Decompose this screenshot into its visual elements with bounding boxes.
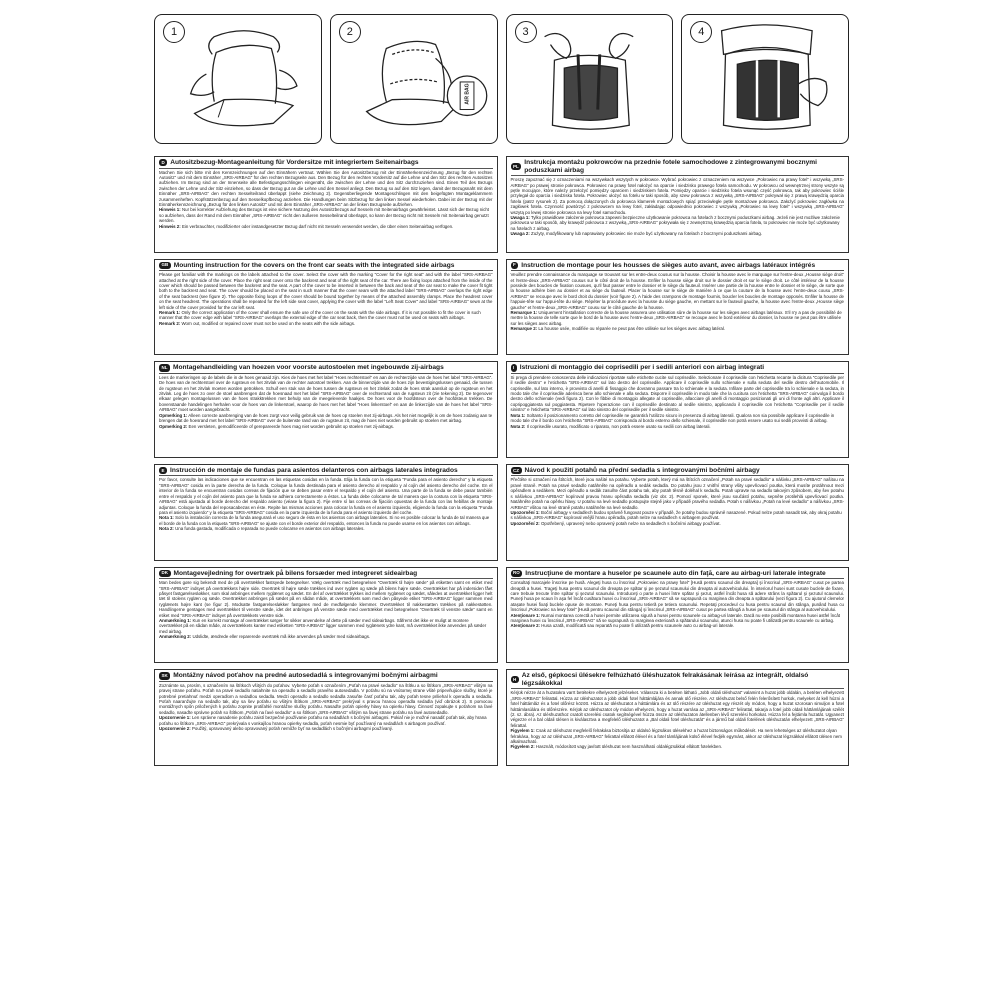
note-text: La housse usée, modifiée ou réparée ne peut pas être utilisée sur les sièges avec airbag latéral. (538, 326, 726, 332)
section-note (511, 424, 845, 429)
section-fr (506, 259, 850, 356)
section-sk (154, 669, 498, 766)
section-body: Por favor, consulte las indicaciones que se encuentran en las etiquetas cosidas en la funda. Elija la funda con la etiqueta “Funda para el asiento derecho” y la etiqueta “SRS-AIRBAG” cosida en la parte derecha de la funda. Coloque la funda destinada para el asiento derecho al respaldo y al cojín del asiento derecho del coche. En el interior de la funda se encuentran cosidas correas de fijación que se deben pasar entre el respaldo y el cojín del asiento. Una parte de la funda se debe pasar también entre el respaldo y el cojín del asiento para que la funda se adhiera correctamente a éstos. La funda debe colocarse de tal manera que la costura con la etiqueta “SRS-AIRBAG” está ajustada al borde derecho del respaldo asiento (véase la figura 2). Fije entre sí las correas de fijación opuestas de la funda con las hebillas de montaje adjuntas. Coloque la funda del reposacabezas en éste. Repite las mismas acciones para colocar la funda en el asiento izquierdo, eligiendo la funda con la etiqueta “Funda para el asiento izquierdo” y la etiqueta “SRS-AIRBAG” cosida en la parte izquierda de la funda para el asiento izquierdo del coche. (159, 477, 493, 515)
note-label: Atenţionare 2: (510, 623, 541, 629)
section-note (159, 413, 493, 424)
section-title: Montážny návod poťahov na predné autosedadlá s integrovanými bočnými airbagmi (173, 672, 438, 680)
section-body: Si prega di prendere conoscenza delle indicazioni riportate sulle etichette cucite sul coprisedile. Selezionare il coprisedile con l'etichetta recante la dicitura “Coprisedile per il sedile destro” e l'etichetta “SRS-AIRBAG” sul lato destro del coprisedile. Applicare il coprisedile sullo schienale e sulla seduta del sedile destro dell'automobile. Il coprisedile, sul lato interno, è provvisto di anelli di fissaggio che dovranno passare tra lo schienale e la seduta. Infilare parte del coprisedile tra lo schienale e la seduta, in modo tale che il coprisedile aderisca bene allo schienale e alla seduta. Disporre il coprisedile in modo tale che la cucitura con l'etichetta “SRS-AIRBAG” coinvolga il bordo destro dello schienale (vedi figura 2). Con le fibbie di montaggio allegate al coprisedile, allacciare gli anelli di montaggio posizionati gli uni di fronte agli altri. Applicare il copripoggiatesta sul poggiatesta. Ripetere l'operazione con il coprisedile destinato al sedile sinistro, applicando il coprisedile con l'etichetta “Coprisedile per il sedile sinistro” e l'etichetta “SRS-AIRBAG” sul lato sinistro del coprisedile per il sedile sinistro. (510, 374, 844, 413)
section-header (511, 262, 845, 272)
language-badge: DK (159, 570, 171, 577)
section-header (159, 262, 493, 272)
section-note (511, 326, 845, 331)
section-header (511, 570, 845, 580)
section-body: Přečtěte si označení na štítcích, které jsou našité na potahu. Vyberte potah, který má na štítcích označení „Potah na pravé sedadlo“ a nášivku „SRS-AIRBAG“ našitou na pravé straně. Potah na pravé sedadlo natáhněte na opěradlo a sedák sedadla. Do potahu jsou z vnitřní strany všity upevňovací poutka, která musíte protáhnout mezi opěradlem a sedákem. Mezi opěradlo a sedák zasuňte část potahu tak, aby potah těsně doléhal k sedadlu. Potah upravte na sedadlo takovým způsobem, aby šev potahu s nášivkou „SRS-AIRBAG“ kopíroval pravou hranu opěradla sedadla (viz obr. 2). Pomocí sponek, které jsou součástí potahu, sepněte protilehlá upevňovací poutka. Natáhněte potah na opěrku hlavy. U potahu na levé sedadlo postupujte stejně jako v případě pravého sedadla. Potah s nášivkou „Potah na levé sedadlo“ a nášivkou „SRS-AIRBAG“ všitou na levé straně potahu natáhněte na levé sedadlo. (510, 477, 844, 510)
section-note (159, 424, 493, 429)
language-badge: H (511, 676, 519, 683)
note-text: Kun en korrekt montage af overtrækket sørger for sikker anvendelse af dette på sæder med sideairbags. Såfremt det ikke er muligt at montere overtrækket på en sådan måde, at overtrækkets kanter med etiketten “SRS-AIRBAG” ligger sammen med ryglænets ydre kant, må overtrækket ikke anvendes på sæder med airbag. (159, 617, 487, 634)
note-text: Numai montarea corectă a husei permite utilizarea sigură a husei pentru scaunele cu airbag-uri laterale. Dacă nu este posibilă montarea husei astfel încât marginea husei cu înscrisul „SRS-AIRBAG” să se suprapună cu marginea exterioară a spătarului scaunului, atunci husa nu poate fi utilizată pentru scaunele cu airbag. (510, 612, 840, 623)
figure-3 (506, 14, 674, 144)
note-label: Hinweis 1: (159, 207, 181, 213)
language-badge: D (159, 159, 167, 166)
note-text: Opotřebený, upravený nebo opravený potah nelze na sedadlech s bočními airbagy používat. (541, 520, 721, 526)
section-header (511, 159, 845, 176)
section-note (159, 715, 493, 726)
note-text: Alleen correcte aanbrenging van de hoes zorgt voor veilig gebruik van de hoes op stoelen met zij-airbags. Als het niet mogelijk is om de hoes zodanig aan te brengen dat de hoesrand met het label “SRS-AIRBAG” over de buitenste rand van de rugsteun zit, mag de hoes niet worden gebruikt op stoelen met airbag. (159, 412, 493, 424)
note-label: Remark 2: (159, 320, 181, 326)
section-hu (506, 669, 850, 766)
section-header (159, 570, 493, 580)
section-note (159, 634, 493, 639)
section-note (159, 515, 493, 526)
note-label: Figyelem 2: (510, 744, 535, 750)
note-text: Uniquement l'installation correcte de la housse assurera une utilisation sûre de la housse sur les sièges avec airbags latéraux. S'il n'y a pas de possibilité de mettre la housse de telle sorte que le bord de la housse avec l'entre-deux „SRS-AIRBAG“ se recoupe avec le bord extérieur du dossier, la housse ne peut pas être utilisée sur les sièges avec airbag. (510, 310, 842, 326)
note-label: Upozornění 2: (510, 520, 540, 526)
section-gb (154, 259, 498, 356)
note-text: Használt, módosított vagy javított üléshuzat nem használható oldalégzsákkal ellátott fotelekben. (535, 744, 723, 750)
language-badge: SK (159, 672, 170, 679)
section-header (159, 159, 493, 169)
figure-1 (154, 14, 322, 144)
note-text: Solo la instalación correcta de la funda asegurará el uso seguro de ésta en los asientos con airbags laterales. Si no es posible colocar la funda de tal manera que el borde de la funda con la etiqueta “SRS-AIRBAG” se ajuste con el borde exterior del respaldo, entonces la funda no puede usarse en los asientos con airbags. (159, 515, 490, 526)
section-de (154, 156, 498, 253)
language-badge: I (511, 364, 517, 371)
note-text: Only the correct application of the cover shall ensure the safe use of the cover on the seats with the side airbags. If it is not possible to fit the cover in such manner that the cover edge with label “SRS-AIRBAG” overlaps the external edge of the car seat back, then the cover must not be used on seats with airbags. (159, 310, 481, 321)
section-cz (506, 464, 850, 561)
language-badge: PL (511, 163, 522, 170)
note-text: Husa uzată, modificată sau reparată nu poate fi utilizată pentru scaunele auto cu airbag-uri laterale. (541, 623, 735, 629)
section-nl (154, 361, 498, 458)
section-header (511, 467, 845, 477)
note-label: Upozornenie 2: (159, 725, 191, 731)
section-note (159, 726, 493, 731)
note-label: Opmerking 1: (159, 412, 188, 418)
language-badge: NL (159, 364, 170, 371)
note-label: Atenţionare 1: (510, 612, 541, 618)
note-label: Anmærkning 2: (159, 634, 192, 640)
note-label: Nota 1: (510, 412, 526, 418)
section-note (511, 613, 845, 624)
section-title: Návod k použití potahů na přední sedadla s integrovanými bočními airbagy (524, 466, 760, 474)
instruction-grid (154, 156, 849, 971)
seat-with-airbag-label-illustration (331, 15, 497, 143)
language-badge: F (511, 262, 519, 269)
note-text: Csak az üléshuzat megfelelő felrakása biztosítja az oldalsó légzsákos ülésekhez a huzat biztonságos működését. Ha nem lehetséges az üléshuzatot olyan felrakása, hogy az az üléshuzat „SRS-AIRBAG” felirattal ellátott élével és a fotel támlájának külső élével fedjék egymást, akkor az üléshuzat légzsákkal ellátott ülésen nem alkalmazható. (510, 728, 842, 744)
section-note (159, 618, 493, 634)
section-title: Montagevejledning for overtræk på bilens forsæder med integreret sideairbag (173, 569, 418, 577)
note-text: Una funda gastada, modificada o reparada no puede colocarse en asientos con airbags laterales. (175, 526, 365, 532)
note-text: Udslidte, ændrede eller reparerede overtræk må ikke anvendes på sæder med sideairbags. (192, 634, 371, 640)
section-ro (506, 567, 850, 664)
figure-number: 1 (163, 21, 185, 43)
language-badge: GB (159, 262, 171, 269)
note-label: Remarque 2: (510, 326, 538, 332)
note-label: Nota 2: (510, 423, 526, 429)
section-header (511, 672, 845, 689)
language-badge: E (159, 467, 167, 474)
note-text: Soltanto il posizionamento corretto del coprisedile ne garantirà l'utilizzo sicuro in presenza di airbag laterali. Qualora non sia possibile applicare il coprisedile in modo tale che il bordo con l'etichetta “SRS-AIRBAG” corrisponda al bordo esterno dello schienale, il coprisedile non potrà essere usato sui sedili provvisti di airbag. (510, 412, 835, 424)
section-note (511, 728, 845, 744)
section-body: Lees de markeringen op de labels die in de hoes genaaid zijn. Kies de hoes met het label “Hoes rechterstoel” en aan de rechterzijde van de hoes het label “SRS-AIRBAG”. De hoes van de rechterstoel over de rugsteun en het zitvlak van de rechter autostoel trekken. Aan de binnenzijde van de hoes zijn bevestigingslussen genaaid, die tussen de rugsteun en het zitvlak moeten worden getrokken. Schuif een stuk van de hoes tussen de rugsteun en het zitvlak zodat de hoes strak aansluit op de rugsteun en het zitvlak. Leg de hoes zo over de stoel aanbrengen dat de hoesnaad met het label “SRS-AIRBAG” over de rechterrand van de rugsteun zit (zie tekening 2). De tegenover elkaar gelegen montagelussen van de hoes strakktrekken met behulp van de meegeleverde haakjes. De hoes voor de hoofdsteun over de hoofdsteun trekken. De bovenstaande handelingen herhalen voor de hoes van de linkerstoel, waarop de hoes met het label “Hoes linkerstoel” en aan de linkerzijde van de hoes het label “SRS-AIRBAG” moet worden aangebracht. (159, 374, 493, 413)
note-text: Boční airbagy v sedadlech budou správně fungovat pouze v případě, že potahy budou správně nasazené. Pokud nelze potah nasadit tak, aby okraj potahu s nášivkou „SRS-AIRBAG“ kopíroval vnější hranu opěradla, potah nelze na sedadlech s airbagem používat. (510, 509, 842, 521)
note-label: Hinweis 2: (159, 223, 181, 229)
section-body: Proszę zapoznać się z oznaczeniami na wszywkach wszytych w pokrowce. Wybrać pokrowiec z oznaczeniem na wszywce „Pokrowiec na prawy fotel“ i wszywką „SRS-AIRBAG“ po prawej stronie pokrowca. Pokrowiec na prawy fotel nałożyć na oparcie i siedzisko prawego fotela samochodu. W pokrowcu od wewnętrznej strony wszyte są pętle mocujące, które należy przełożyć pomiędzy oparciem i siedziskiem fotela. Pomiędzy oparcie i siedzisko fotela wsunąć część pokrowca, tak aby pokrowiec ściśle przylegał do oparcia i siedziska fotela. Pokrowiec ułożyć na fotelu w taki sposób, aby szew pokrowca z wszywką „SRS-AIRBAG“ pokrywał się z prawą krawędzią oparcia fotela (patrz rysunek 2). Za pomocą dołączonych do pokrowca klamerek montażowych spiąć przeciwległe pętle montażowe pokrowca. Założyć pokrowiec zagłówka na zagłówek fotela. Czynność powtórzyć z pokrowcem na lewy fotel, zakładając odpowiednio pokrowiec z wszywką „Pokrowiec na lewy fotel“ i wszywką „SRS-AIRBAG“ wszytą po lewej stronie pokrowca na lewy fotel samochodu. (510, 177, 844, 215)
note-text: Použitý, upravovaný alebo opravovaný poťah nemôže byť na sedadlách s bočnými airbagmi používaný. (191, 725, 394, 731)
section-body: Kérjük nézze át a huzatokra varrt betétekre elhelyezett jelzéseket. Válassza ki a betéten látható „Jobb oldali üléshuzat” valamint a huzat jobb oldalán, a betéten elhelyezett „SRS-AIRBAG” felirattal. Húzza az üléshuzatot a jobb oldali fotel háttámlájára és annak ülő részére. Az üléshuzat belső felén felerősített horkok, melyeket át kell húzni a fotel háttámláz és a fotel ülőrész között. Húzza az üléshuzatot a háttámlára és az ülő részére az üléshuzat egy részét oly módon, hogy a huzat szorosan simuljon a fotel háttámlasúlára és ülőrészére. Kérjük az üléshuzatot oly módon elhelyezni, hogy a huzat varrása az „SRS-AIRBAG” felirattal, takarja a fotel jobb oldali háttámlájának szélét (2. sz. ábra). Az üléshuzathoz csatolt szerelési csatok segítségével húzza össze az üléshuzaton átellenben lévő szerelési horkokat. Húzza fel a fejtámla huzatát. Ugyanezt végezze el a bal oldali ülésen is kiválasztva a megfelelő üléshuzatot a „Bal oldali fotel üléshuzatát” és a jármű bal oldali fotelének üléshuzatán elhelyezett „SRS-AIRBAG” felirattal. (510, 690, 844, 728)
section-title: Istruzioni di montaggio dei coprisedili per i sedili anteriori con airbag integrati (519, 364, 765, 372)
note-label: Upozornenie 1: (159, 715, 191, 721)
language-badge: RO (511, 570, 523, 577)
section-note (159, 224, 493, 229)
section-title: Montagehandleiding van hoezen voor voorste autostoelen met ingebouwde zij-airbags (173, 364, 444, 372)
section-header (159, 364, 493, 374)
hands-fastening-loops-illustration (507, 15, 673, 143)
section-title: Az első, gépkocsi ülésekre felhúzható üléshuzatok felrakásának leírása az integrált, oldalsó légzsákokkal (521, 672, 809, 687)
section-note (511, 310, 845, 326)
note-text: Worn out, modified or repaired cover must not be used on the seats with the side airbags. (181, 320, 356, 326)
section-header (159, 672, 493, 682)
note-label: Figyelem 1: (510, 728, 535, 734)
section-note (511, 521, 845, 526)
language-badge: CZ (511, 467, 522, 474)
figure-number: 2 (339, 21, 361, 43)
section-note (159, 207, 493, 223)
section-title: Mounting instruction for the covers on the front car seats with the integrated side airbags (173, 261, 455, 269)
note-text: Nur bei korrekter Aufziehung des Bezugs ist eine sichere Nutzung des Autositzbezugs auf Sesseln mit Seitenairbags gewährleistet. Lässt sich der Bezug nicht so aufziehen, dass der Rand mit dem Einnäher „SRS-AIRBAG“ nicht den äußeren Sesselteilrand überlappt, so kann der Bezug nicht mit Sesseln mit Seitenairbag genutzt werden. (159, 207, 489, 224)
note-text: Ein verbrauchter, modifizierter oder instandgesetzter Bezug darf nicht mit Sesseln verwendet werden, die über einen Seitenairbag verfügen. (181, 223, 454, 229)
seat-cover-pull-illustration (155, 15, 321, 143)
section-it (506, 361, 850, 458)
note-text: Il coprisedile usurato, modificato o riparato, non potrà essere usato su sedili con airbag laterali. (526, 423, 711, 429)
note-label: Remarque 1: (510, 310, 538, 316)
section-title: Instruction de montage pour les housses de sièges auto avant, avec airbags latéraux intégrés (521, 261, 816, 269)
section-dk (154, 567, 498, 664)
note-label: Uwaga 1: (510, 215, 530, 221)
section-note (511, 215, 845, 231)
note-text: Len správne nasadenie poťahu zaistí bezpečné používanie poťahu na sedadlách s bočnými airbagmi. Pokiaľ nie je možné nasadiť poťah tak, aby hrana poťahu so štítkom „SRS-AIRBAG“ prekrývala s vonkajšou hranou opierky sedadla, poťah nesmie byť používaný na sedadlách s airbagom používať. (159, 715, 487, 726)
note-label: Opmerking 2: (159, 423, 188, 429)
section-note (159, 526, 493, 531)
headrest-cover-illustration (682, 15, 848, 143)
section-title: Instrucţiune de montare a huselor pe scaunele auto din faţă, care au airbag-uri laterale integrate (525, 569, 826, 577)
note-label: Uwaga 2: (510, 231, 530, 237)
section-header (511, 364, 845, 374)
section-pl (506, 156, 850, 253)
note-text: Een versleten, gemodificeerde of gerepareerde hoes mag niet worden gebruikt op stoelen met zij-airbags. (188, 423, 395, 429)
section-title: Instrucción de montaje de fundas para asientos delanteros con airbags laterales integrados (170, 466, 458, 474)
section-body: Machen Sie sich bitte mit den Kennzeichnungen auf den Einnähern vertraut. Wählen Sie den Autositzbezug mit der Einnäherkennzeichnung „Bezug für den rechten Autositz“ und mit dem Einnäher „SRS-AIRBAG“ für den rechten Bezugseite aus. Den Bezug für den rechten Vordersitz auf die Lehne und den Sitz des rechten Autositzes aufziehen. Im Bezug sind an der Innenseite alle Befestigungsschlingen eingenäht, die zwischen der Lehne und den Sitz durchzuziehen sind. Einen Teil des Bezugs zwischen der Lehne und der Sitz einziehen, so dass der Bezug gut an die Lehne und den Sessel anliegt. Den Bezug so auf den Sitz legen, damit der Bezugsnaht mit dem Einnäher „SRS-AIRBAG“ den rechten Sesselteilrand überlappt (siehe Zeichnung 2). Gegenüberliegende Montageschlingen mit den beigefügten Montageklammern zusammenheften. Kopfstützenbezug auf den Sesselkopfbezug anziehen. Die Handlungen beim Sitzbezug für den linken Sessel wiederholen. Dabei ist der Bezug mit der Einnäherkennzeichnung „Bezug für den linken Autositz“ und mit dem Einnäher „SRS-AIRBAG“ an der linken Bezugseite aufziehen. (159, 169, 493, 208)
section-note (159, 310, 493, 321)
section-body: Zoznámte sa, prosím, s označením na štítkoch všitých do poťahov. Vyberte poťah s označením „Poťah na pravé sedadlo“ na štítku a so štítkom „SRS-AIRBAG“ všitým na pravej strane poťahu. Poťah na pravé sedadlo natiahnite na operadlo a sedadlo pravého autosedadla. V poťahu sú na vnútornej strane všité pripevňujúce slučky, ktoré je potrebné pretiahnuť medzi operadlom a sedadlou sedadla. Medzi operadlo a sedadlo sedadla zasuňte časť poťahu tak, aby poťah tesne priliehal k operadlu a sedadlu. Poťah naaranžujte na sedadlo tak, aby sa šev poťahu so všitým štítkom „SRS-AIRBAG“ prekrýval s pravou hranou operadla sedadla (viď obrázok 2). S pomocou montážnych spôn priložených k poťahu zopnite protiľahlé montážne slučky poťahu. Nasaďte poťah opierky hlavy na opierku hlavy. Činnosť zopakujte s poťahom na ľavé sedadlo, nasaďte správne poťah so štítkom „Poťah na ľavé sedadlo“ a so štítkom „SRS-AIRBAG“ všitým na ľavej strane poťahu na ľavé autosedadlo. (159, 682, 493, 715)
note-text: Zużyty, modyfikowany lub naprawiany pokrowiec nie może być użytkowany na fotelach z bocznymi poduszkami airbag. (531, 231, 763, 237)
figure-number: 3 (515, 21, 537, 43)
note-label: Remark 1: (159, 310, 181, 316)
note-label: Nota 2: (159, 526, 174, 532)
section-note (511, 231, 845, 236)
section-body: Man bedes gøre sig bekendt med de på overtrækket fastsyede betegnelser. Vælg overtræk med betegnelsen “Overtræk til højre sæde” på etiketten samt en etiket med “SRS-AIRBAG” indsyet på overtrækkets højre side. Overtræk til højre sæde trækkes ind over ryglæn og sæde på bilens højre sæde. Overtrækket har på indersiden fået påsyet fastgørelsesløkker, som skal anbringes mellem ryglænet og sædet. En del af overtrækket trykkes ind mellem ryglænet og sædet, således at overtrækket ligger helt tæt til stolens ryglæn og sæde. Overtrækket anbringes på sædet på en sådan måde, at overtrækkets søm med den påsyede etiket “SRS-AIRBAG” ligger sammen med ryglænets højre kant (se figur 2). Modsatte fastgørelsesløkker fastgøres med de medfølgende klemmer. Overtrækket til nakkestøtten trækkes på nakkestøtten. Handlingerne gentages med overtrækket til venstre sæde, idet det anbringes på venstre sæde med overtrækket med betegnelsen “Overtræk til venstre sæde” samt en etiket med “SRS-AIRBAG” indsyet på overtrækkets venstre side. (159, 580, 493, 618)
section-body: Please get familiar with the markings on the labels attached to the cover. Select the cover with the marking “Cover for the right seat” and with the label “SRS-AIRBAG” attached at the right side of the cover. Place the right seat cover onto the backrest and seat of the right seat of the car. There are fixing loops attached from the inside of the cover which should be passed between the backrest and the seat. A part of the cover to be inserted in between the back and seat of the car seat to make the cover fit tight both to the backrest and seat. The cover should be placed on the seat in such manner that the cover seam with the attached label “SRS-AIRBAG” overlaps the right edge of the seat backrest (see figure 2). The opposite fixing loops of the cover should be bound together by means of the attached assembly clamps. Place the headrest cover on the seat headrest. The operations shall be repeated for the left side seat cover, applying the cover with the label “Left Seat Cover” and label “SRS-AIRBAG” sewn at the left side of the cover provided for the car left seat. (159, 272, 493, 310)
section-title: Autositzbezug-Montageanleitung für Vordersitze mit integriertem Seitenairbags (170, 159, 419, 166)
illustration-strip (154, 14, 849, 144)
note-label: Upozornění 1: (510, 509, 540, 515)
figure-2 (330, 14, 498, 144)
note-label: Anmærkning 1: (159, 617, 192, 623)
section-body: Consultaţi marcajele înscrise pe husă. Alegeţi husa cu înscrisul „Pokrowiec na prawy fotel” [Husă pentru scaunul din dreapta] şi înscrisul „SRS-AIRBAG” cusut pe partea dreaptă a husei. Trageţi husa pentru scaunul din dreapta pe spătar şi pe şezutul scaunului din dreapta al autovehiculului. În interiorul husei sunt cusute buclele de fixare, care trebuie trecute între spătar şi şezutul scaunului. Introduceţi o parte a husei între spătar şi şezut, astfel încât husa să adere strâns la spătarul şi şezutul scaunului. Puneţi husa pe scaun în aşa fel încât cusătura husei cu înscrisul „SRS-AIRBAG” să se suprapună cu marginea din dreapta a spătarului (vezi figura 2). Cu ajutorul clemelor ataşate husei fixaţi buclele opuse de montare. Puneţi husa pentru tetieră pe tetiera scaunului. Repetaţi procedeul cu husa pentru scaunul din stânga, punând husa cu înscrisul „Pokrowiec na lewy fotel” [Husă pentru scaunul din stânga] şi înscrisul „SRS-AIRBAG” cusut pe partea stângă a husei pe scaunul din stânga al autovehiculului. (510, 580, 844, 613)
figure-number: 4 (690, 21, 712, 43)
section-title: Instrukcja montażu pokrowców na przednie fotele samochodowe z zintegrowanymi bocznymi poduszkami airbag (524, 159, 818, 174)
note-text: Tylko prawidłowe założenie pokrowca zapewni bezpieczne użytkowanie pokrowca na fotelach z bocznymi poduszkami airbag. Jeżeli nie jest możliwe założenie pokrowca w taki sposób, aby krawędź pokrowca z wszywką „SRS-AIRBAG“ pokrywała się z zewnętrzną krawędzią oparcia fotela, to pokrowiec nie może być użytkowany na fotelach z airbag. (510, 215, 840, 231)
note-label: Nota 1: (159, 515, 174, 521)
airbag-label-tag: AIR BAG (464, 83, 471, 105)
section-note (511, 413, 845, 424)
figure-4 (681, 14, 849, 144)
section-note (511, 623, 845, 628)
section-note (511, 510, 845, 521)
section-es (154, 464, 498, 561)
section-note (511, 744, 845, 749)
section-note (159, 321, 493, 326)
section-header (159, 467, 493, 477)
section-body: Veuillez prendre connaissance du marquage se trouvant sur les entre-deux cousus sur la housse. Choisir la housse avec le marquage sur l'entre-deux „Housse siège droit“ et l'entre-deux „SRS-AIRBAG“ cousus sur le côté droit de la housse. Enfiler la housse siège droit sur le dossier droit et sur le siège droit. Le côté intérieur de la housse possède des boucles de fixation cousues, qu'il faut passer entre le dossier et le siège du fauteuil. Insérer une partie de la housse entre le dossier et le siège, de sorte que la housse adhère bien au dossier et au siège du fauteuil. Placer la housse sur le siège de manière à ce que la couture de la housse avec l'entre-deux cousu „SRS-AIRBAG“ se recoupe avec le bord droit du dossier (voir figure 2). A l'aide des crampons de montage fournis, boucler les boucles de montage opposés. Enfiler la housse de l'appuie-tête sur l'appui-tête du siège. Répéter la procédure avec la housse du siège gauche, en mettant sur le fauteuil gauche, la housse avec l'entre-deux „Housse siège gauche“ et l'entre-deux „SRS-AIRBAG“ cousu sur le côté gauche de la housse. (510, 272, 844, 310)
